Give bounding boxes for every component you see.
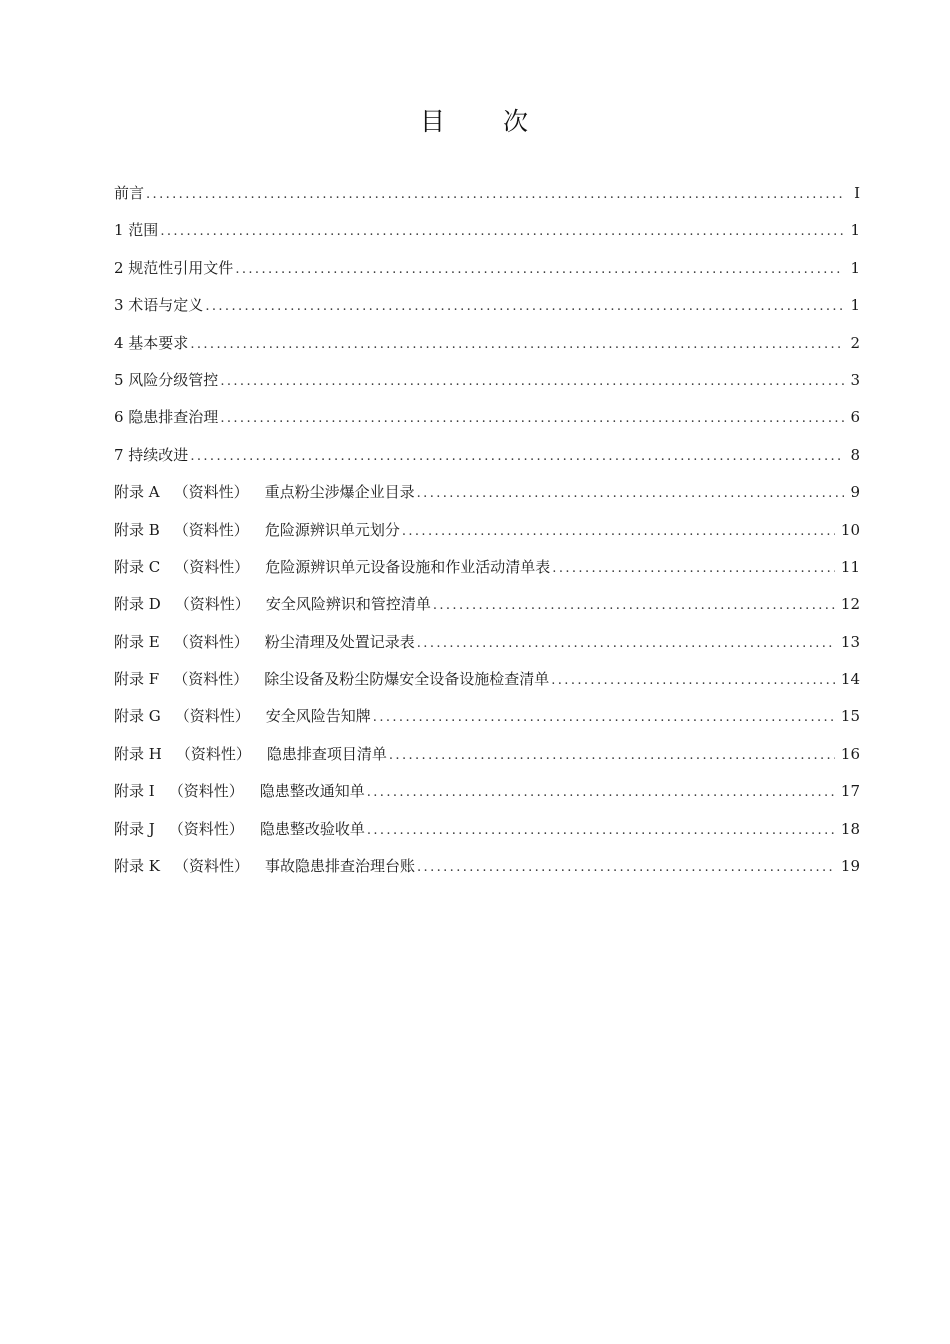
appendix-type: （资料性） (173, 857, 249, 876)
toc-entry-scope[interactable] (114, 212, 860, 249)
toc-entry-label: 3 术语与定义 (114, 296, 204, 315)
toc-leader-dots (417, 475, 844, 512)
toc-entry-foreword[interactable] (114, 175, 860, 212)
toc-leader-dots (190, 438, 844, 475)
toc-appendix-heading (114, 736, 387, 773)
toc-appendix-heading (114, 586, 431, 623)
toc-entry-hazard-investigation[interactable] (114, 399, 860, 436)
toc-leader-dots (417, 849, 835, 886)
toc-entry-label: 1 范围 (114, 221, 159, 240)
toc-leader-dots (433, 587, 835, 624)
appendix-name: 除尘设备及粉尘防爆安全设备设施检查清单 (264, 670, 550, 689)
toc-entry-label: 7 持续改进 (114, 445, 189, 464)
toc-appendix-heading (114, 661, 549, 698)
toc-entry-page: 1 (850, 258, 860, 277)
toc-entry-page: 9 (850, 483, 860, 502)
toc-entry-page: 10 (840, 520, 860, 539)
appendix-label: 附录 A (114, 483, 160, 502)
appendix-name: 危险源辨识单元划分 (264, 520, 400, 539)
toc-leader-dots (389, 737, 835, 774)
appendix-name: 隐患整改通知单 (259, 782, 365, 801)
toc-entry-page: 1 (850, 296, 860, 315)
toc-appendix-heading (114, 811, 365, 848)
toc-appendix-g[interactable] (114, 698, 860, 735)
toc-appendix-heading (114, 773, 365, 810)
toc-leader-dots (417, 625, 835, 662)
toc-entry-page: 8 (850, 445, 860, 464)
appendix-label: 附录 H (114, 744, 162, 763)
appendix-type: （资料性） (168, 819, 244, 838)
appendix-label: 附录 F (114, 670, 160, 689)
toc-appendix-heading (114, 474, 415, 511)
toc-entry-label: 6 隐患排查治理 (114, 408, 219, 427)
toc-leader-dots (367, 812, 835, 849)
toc-appendix-e[interactable] (114, 624, 860, 661)
toc-entry-page: 14 (840, 670, 860, 689)
appendix-name: 隐患整改验收单 (259, 819, 365, 838)
toc-entry-page: 15 (840, 707, 860, 726)
toc-appendix-j[interactable] (114, 811, 860, 848)
toc-entry-normative-references[interactable] (114, 250, 860, 287)
appendix-label: 附录 C (114, 557, 161, 576)
toc-appendix-i[interactable] (114, 773, 860, 810)
toc-appendix-heading (114, 624, 415, 661)
toc-appendix-heading (114, 549, 550, 586)
appendix-name: 安全风险辨识和管控清单 (265, 595, 431, 614)
page-title (0, 102, 950, 138)
toc-appendix-d[interactable] (114, 586, 860, 623)
appendix-name: 隐患排查项目清单 (266, 744, 387, 763)
appendix-type: （资料性） (174, 707, 250, 726)
appendix-name: 安全风险告知牌 (265, 707, 371, 726)
appendix-type: （资料性） (173, 632, 249, 651)
appendix-label: 附录 D (114, 595, 161, 614)
appendix-name: 粉尘清理及处置记录表 (264, 632, 415, 651)
toc-entry-page: 19 (840, 857, 860, 876)
toc-entry-page: 17 (840, 782, 860, 801)
toc-entry-page: 16 (840, 744, 860, 763)
appendix-label: 附录 G (114, 707, 161, 726)
toc-leader-dots (146, 176, 844, 213)
toc-entry-label: 4 基本要求 (114, 333, 189, 352)
toc-entry-page: 11 (840, 557, 860, 576)
toc-leader-dots (367, 774, 835, 811)
toc-entry-continuous-improvement[interactable] (114, 437, 860, 474)
toc-appendix-b[interactable] (114, 512, 860, 549)
toc-entry-page: 12 (840, 595, 860, 614)
appendix-label: 附录 J (114, 819, 155, 838)
toc-leader-dots (220, 400, 844, 437)
toc-leader-dots (160, 213, 844, 250)
toc-appendix-k[interactable] (114, 848, 860, 885)
toc-leader-dots (402, 513, 835, 550)
appendix-type: （资料性） (168, 782, 244, 801)
toc-entry-label: 5 风险分级管控 (114, 370, 219, 389)
toc-appendix-heading (114, 848, 415, 885)
appendix-name: 危险源辨识单元设备设施和作业活动清单表 (265, 557, 551, 576)
appendix-label: 附录 E (114, 632, 160, 651)
toc-leader-dots (551, 662, 835, 699)
toc-entry-risk-control[interactable] (114, 362, 860, 399)
toc-appendix-heading (114, 698, 371, 735)
toc-leader-dots (552, 550, 835, 587)
toc-appendix-c[interactable] (114, 549, 860, 586)
toc-entry-page: 6 (850, 408, 860, 427)
appendix-type: （资料性） (174, 595, 250, 614)
toc-leader-dots (220, 363, 844, 400)
toc-appendix-heading (114, 512, 400, 549)
toc-leader-dots (373, 699, 835, 736)
toc-entry-label: 2 规范性引用文件 (114, 258, 234, 277)
toc-appendix-a[interactable] (114, 474, 860, 511)
appendix-label: 附录 K (114, 857, 160, 876)
toc-leader-dots (190, 326, 844, 363)
toc-entry-label: 前言 (114, 184, 145, 202)
appendix-name: 重点粉尘涉爆企业目录 (264, 483, 415, 502)
toc-entry-page: 2 (850, 333, 860, 352)
toc-appendix-f[interactable] (114, 661, 860, 698)
toc-entry-basic-requirements[interactable] (114, 325, 860, 362)
toc-entry-page: 3 (850, 370, 860, 389)
toc-leader-dots (205, 288, 844, 325)
appendix-type: （资料性） (173, 670, 249, 689)
page-title-right: 次 (503, 107, 531, 136)
toc-entry-page: 13 (840, 632, 860, 651)
appendix-type: （资料性） (173, 520, 249, 539)
toc-entry-page: I (854, 184, 860, 202)
toc-entry-page: 18 (840, 819, 860, 838)
appendix-label: 附录 B (114, 520, 160, 539)
table-of-contents (114, 175, 860, 885)
toc-appendix-h[interactable] (114, 736, 860, 773)
appendix-type: （资料性） (175, 744, 251, 763)
toc-entry-page: 1 (850, 221, 860, 240)
appendix-type: （资料性） (174, 557, 250, 576)
page-title-left: 目 (419, 107, 447, 136)
appendix-label: 附录 I (114, 782, 155, 801)
appendix-type: （资料性） (173, 483, 249, 502)
appendix-name: 事故隐患排查治理台账 (265, 857, 416, 876)
toc-entry-terms[interactable] (114, 287, 860, 324)
toc-leader-dots (235, 251, 844, 288)
